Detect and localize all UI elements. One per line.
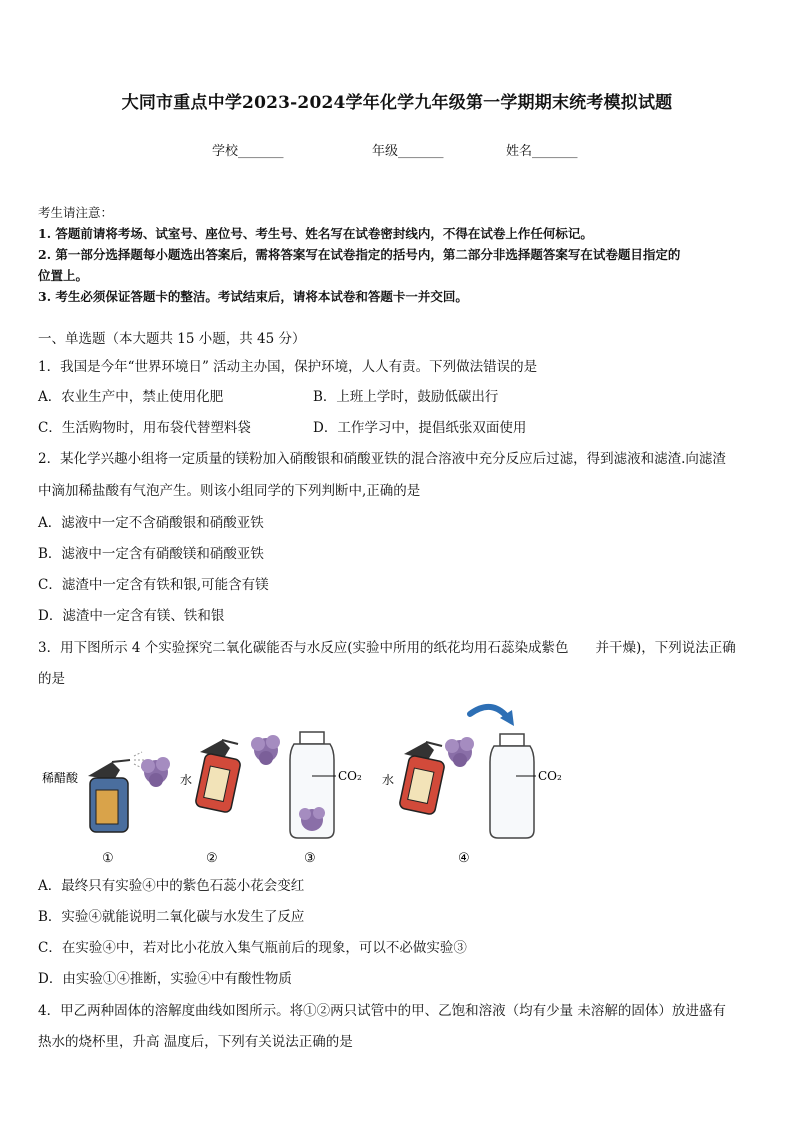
- spray-bottle-acid: [88, 752, 144, 832]
- q3-option-b: B．实验④就能说明二氧化碳与水发生了反应: [38, 909, 305, 925]
- q3-stem-1: 3．用下图所示 4 个实验探究二氧化碳能否与水反应(实验中所用的纸花均用石蕊染成紫色 并干燥)，下列说法正确: [38, 640, 736, 656]
- page-title: 大同市重点中学2023-2024学年化学九年级第一学期期末统考模拟试题: [121, 93, 673, 113]
- q4-stem-1: 4．甲乙两种固体的溶解度曲线如图所示。将①②两只试管中的甲、乙饱和溶液（均有少量 未溶解的固体）放进盛有: [38, 1003, 726, 1019]
- q4-stem-2: 热水的烧杯里，升高 温度后，下列有关说法正确的是: [38, 1034, 353, 1050]
- school-field: 学校_______: [212, 144, 284, 159]
- q1-option-c: C．生活购物时，用布袋代替塑料袋: [38, 420, 251, 436]
- exp-number-4: ④: [458, 851, 470, 866]
- flower-2-icon: [251, 735, 280, 765]
- q1-option-a: A．农业生产中，禁止使用化肥: [38, 389, 224, 405]
- gas-jar-4: [490, 734, 536, 838]
- flower-4-icon: [445, 737, 474, 767]
- section-heading: 一、单选题（本大题共 15 小题，共 45 分）: [38, 331, 306, 347]
- label-acid: 稀醋酸: [42, 771, 79, 785]
- arrow-icon: [470, 707, 514, 726]
- q3-option-a: A．最终只有实验④中的紫色石蕊小花会变红: [38, 878, 305, 894]
- q3-option-c: C．在实验④中，若对比小花放入集气瓶前后的现象，可以不必做实验③: [38, 940, 467, 956]
- q2-stem-2: 中滴加稀盐酸有气泡产生。则该小组同学的下列判断中,正确的是: [38, 483, 421, 499]
- spray-bottle-water-2: [399, 742, 445, 815]
- experiment-figure: [30, 700, 590, 870]
- grade-field: 年级_______: [372, 144, 444, 159]
- notice-heading: 考生请注意：: [38, 205, 114, 220]
- q3-option-d: D．由实验①④推断，实验④中有酸性物质: [38, 971, 292, 987]
- q1-option-b: B．上班上学时，鼓励低碳出行: [313, 389, 499, 405]
- q2-option-d: D．滤渣中一定含有镁、铁和银: [38, 608, 225, 624]
- q2-option-b: B．滤液中一定含有硝酸镁和硝酸亚铁: [38, 546, 264, 562]
- flower-1-icon: [141, 757, 170, 787]
- q2-stem-1: 2．某化学兴趣小组将一定质量的镁粉加入硝酸银和硝酸亚铁的混合溶液中充分反应后过滤，得到滤液和滤渣.向滤渣: [38, 451, 726, 467]
- label-co2-1: CO₂: [338, 769, 362, 783]
- spray-bottle-water-1: [195, 740, 241, 813]
- q2-option-c: C．滤渣中一定含有铁和银,可能含有镁: [38, 577, 269, 593]
- q1-option-d: D．工作学习中，提倡纸张双面使用: [313, 420, 527, 436]
- q2-option-a: A．滤液中一定不含硝酸银和硝酸亚铁: [38, 515, 264, 531]
- label-co2-2: CO₂: [538, 769, 562, 783]
- exp-number-1: ①: [102, 851, 114, 866]
- q3-stem-2: 的是: [38, 671, 65, 687]
- name-field: 姓名_______: [506, 144, 578, 159]
- label-water-1: 水: [180, 773, 193, 787]
- notice-line-2b: 位置上。: [38, 268, 89, 283]
- exp-number-2: ②: [206, 851, 218, 866]
- q1-stem: 1．我国是今年“世界环境日” 活动主办国，保护环境，人人有责。下列做法错误的是: [38, 359, 538, 375]
- exp-number-3: ③: [304, 851, 316, 866]
- notice-line-1: 1. 答题前请将考场、试室号、座位号、考生号、姓名写在试卷密封线内，不得在试卷上作任何标记。: [38, 226, 593, 241]
- notice-line-3: 3. 考生必须保证答题卡的整洁。考试结束后，请将本试卷和答题卡一并交回。: [38, 289, 468, 304]
- label-water-2: 水: [382, 773, 395, 787]
- notice-line-2: 2. 第一部分选择题每小题选出答案后，需将答案写在试卷指定的括号内，第二部分非选择题答案写在试卷题目指定的: [38, 247, 681, 262]
